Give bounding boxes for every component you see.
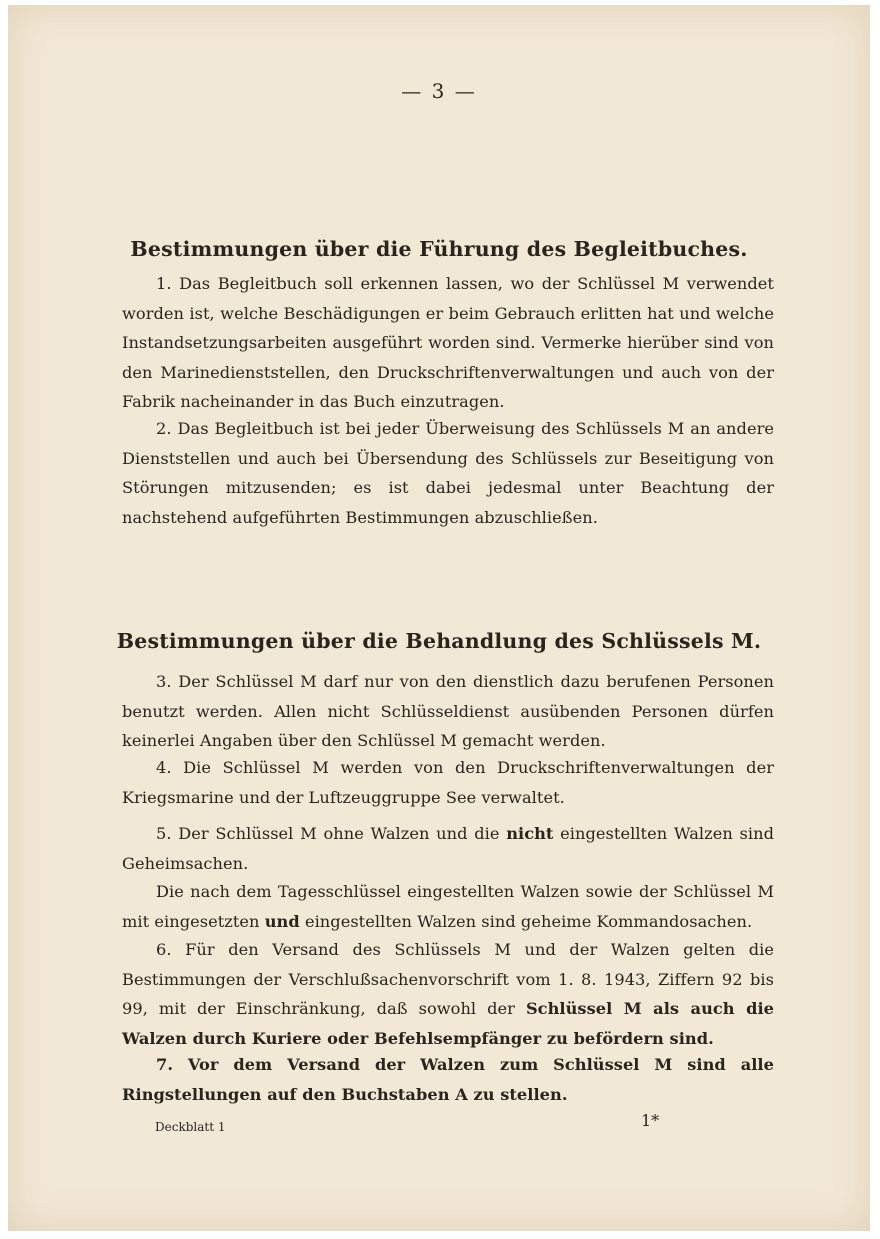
- footer-signature-mark: 1*: [641, 1111, 660, 1130]
- document-page: [8, 5, 870, 1231]
- paragraph-5-end: eingestellten Walzen sind Geheimsachen.: [122, 824, 774, 873]
- paragraph-5-start: 5. Der Schlüssel M ohne Walzen und die: [156, 824, 507, 843]
- page-number: — 3 —: [401, 79, 477, 103]
- paragraph-5b: [122, 877, 774, 936]
- paragraph-1: 1. Das Begleitbuch soll erkennen lassen, wo der Schlüssel M verwendet worden ist, welche Beschädigungen er beim Gebrauch erlitten hat und welche Instandsetzungsarbeiten ausgeführt worden sind. Vermerke hierüber sind von den Marinedienststellen, den Druckschriftenverwaltungen und auch von der Fabrik nacheinander in das Buch einzutragen.: [122, 274, 774, 411]
- paragraph-5-emphasis: nicht: [506, 824, 554, 843]
- paragraph-2: 2. Das Begleitbuch ist bei jeder Überweisung des Schlüssels M an andere Dienststellen und auch bei Übersendung des Schlüssels zur Beseitigung von Störungen mitzusenden; es ist dabei jedesmal unter Beachtung der nachstehend aufgeführten Bestimmungen abzuschließen.: [122, 419, 774, 527]
- section-heading-begleitbuch: Bestimmungen über die Führung des Begleitbuches.: [130, 237, 748, 261]
- section-heading-behandlung: Bestimmungen über die Behandlung des Schlüssels M.: [116, 629, 762, 653]
- paragraph-6-start: 6. Für den Versand des Schlüssels M und der Walzen gelten die Bestimmungen der Verschlußsachenvorschrift vom 1. 8. 1943, Ziffern 92 bis 99, mit der Einschränkung, daß sowohl der: [122, 940, 774, 1018]
- paragraph-5b-end: eingestellten Walzen sind geheime Kommandosachen.: [299, 911, 753, 931]
- paragraph-5b-start: Die nach dem Tagesschlüssel eingestellten Walzen sowie der Schlüssel M mit eingesetzten: [122, 882, 774, 931]
- paragraph-4: 4. Die Schlüssel M werden von den Druckschriftenverwaltungen der Kriegsmarine und der Luftzeuggruppe See verwaltet.: [122, 758, 774, 807]
- paragraph-7: 7. Vor dem Versand der Walzen zum Schlüssel M sind alle Ringstellungen auf den Buchstaben A zu stellen.: [122, 1055, 774, 1104]
- paragraph-5: [122, 819, 774, 878]
- paragraph-6-emphasis: Schlüssel M als auch die Walzen durch Kuriere oder Befehlsempfänger zu befördern sind.: [122, 999, 774, 1048]
- footer-deckblatt: Deckblatt 1: [155, 1120, 226, 1134]
- paragraph-6: [122, 935, 774, 1053]
- paragraph-5b-emphasis: und: [264, 911, 300, 931]
- paragraph-3: 3. Der Schlüssel M darf nur von den dienstlich dazu berufenen Personen benutzt werden. Allen nicht Schlüsseldienst ausübenden Personen dürfen keinerlei Angaben über den Schlüssel M gemacht werden.: [122, 672, 774, 750]
